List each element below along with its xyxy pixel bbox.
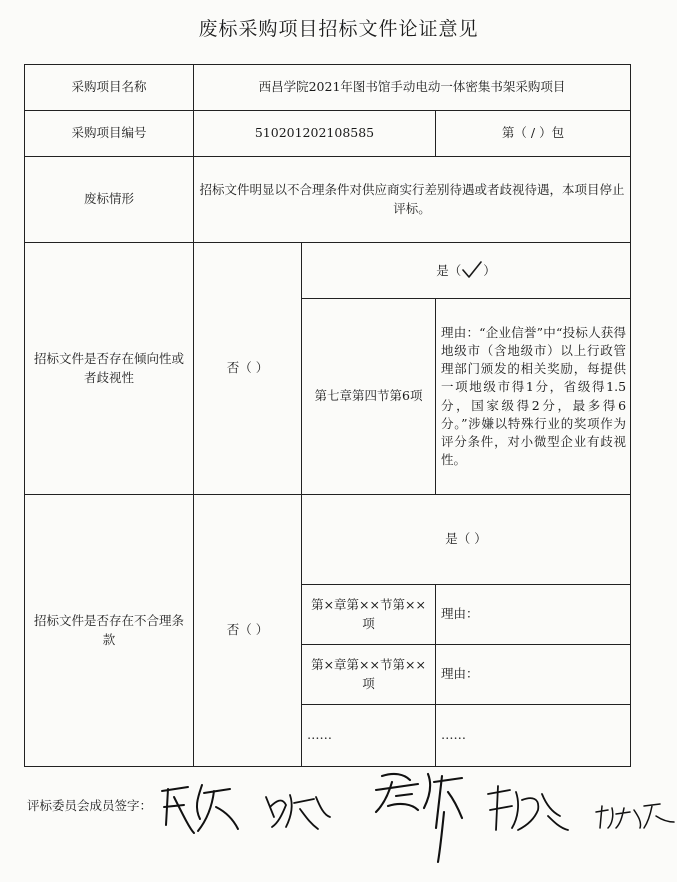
discrimination-clause: 第七章第四节第6项 — [302, 299, 436, 495]
unreasonable-reason-ellipsis: …… — [436, 705, 631, 767]
signature-area — [24, 772, 630, 842]
unreasonable-reason-1: 理由： — [436, 585, 631, 645]
discrimination-reason: 理由：“企业信誉”中“投标人获得地级市（含地级市）以上行政管理部门颁发的相关奖励，每提供一项地级市得1分，省级得1.5分，国家级得2分，最多得6分。”涉嫌以特殊行业的奖项作为评分条件，对小微型企业有歧视性。 — [436, 299, 631, 495]
abandon-situation-text: 招标文件明显以不合理条件对供应商实行差别待遇或者歧视待遇，本项目停止评标。 — [194, 157, 631, 243]
project-number-value: 510201202108585 — [194, 111, 436, 157]
discrimination-yes-option — [302, 243, 631, 299]
unreasonable-yes-option: 是（ ） — [302, 495, 631, 585]
checkmark-icon — [461, 261, 483, 279]
discrimination-no-option: 否（ ） — [194, 243, 302, 495]
unreasonable-clause-2: 第×章第××节第××项 — [302, 645, 436, 705]
unreasonable-clause-1: 第×章第××节第××项 — [302, 585, 436, 645]
unreasonable-no-option: 否（ ） — [194, 495, 302, 767]
unreasonable-terms-question-label: 招标文件是否存在不合理条款 — [25, 495, 194, 767]
handwritten-signature-4 — [482, 780, 572, 838]
unreasonable-reason-2: 理由： — [436, 645, 631, 705]
handwritten-signature-2 — [260, 787, 335, 835]
discrimination-question-label: 招标文件是否存在倾向性或者歧视性 — [25, 243, 194, 495]
handwritten-signature-5 — [594, 798, 676, 832]
abandon-situation-label: 废标情形 — [25, 157, 194, 243]
project-name-value: 西昌学院2021年图书馆手动电动一体密集书架采购项目 — [194, 65, 631, 111]
handwritten-signature-3 — [358, 762, 473, 867]
signature-label: 评标委员会成员签字： — [27, 798, 153, 813]
handwritten-signature-1 — [154, 777, 244, 837]
unreasonable-clause-ellipsis: …… — [302, 705, 436, 767]
document-title: 废标采购项目招标文件论证意见 — [198, 18, 479, 40]
package-number: 第（ / ）包 — [436, 111, 631, 157]
yes-open: 是（ — [436, 262, 462, 278]
yes-close: ） — [483, 262, 496, 278]
evaluation-form-table — [24, 64, 631, 767]
project-name-label: 采购项目名称 — [25, 65, 194, 111]
project-number-label: 采购项目编号 — [25, 111, 194, 157]
